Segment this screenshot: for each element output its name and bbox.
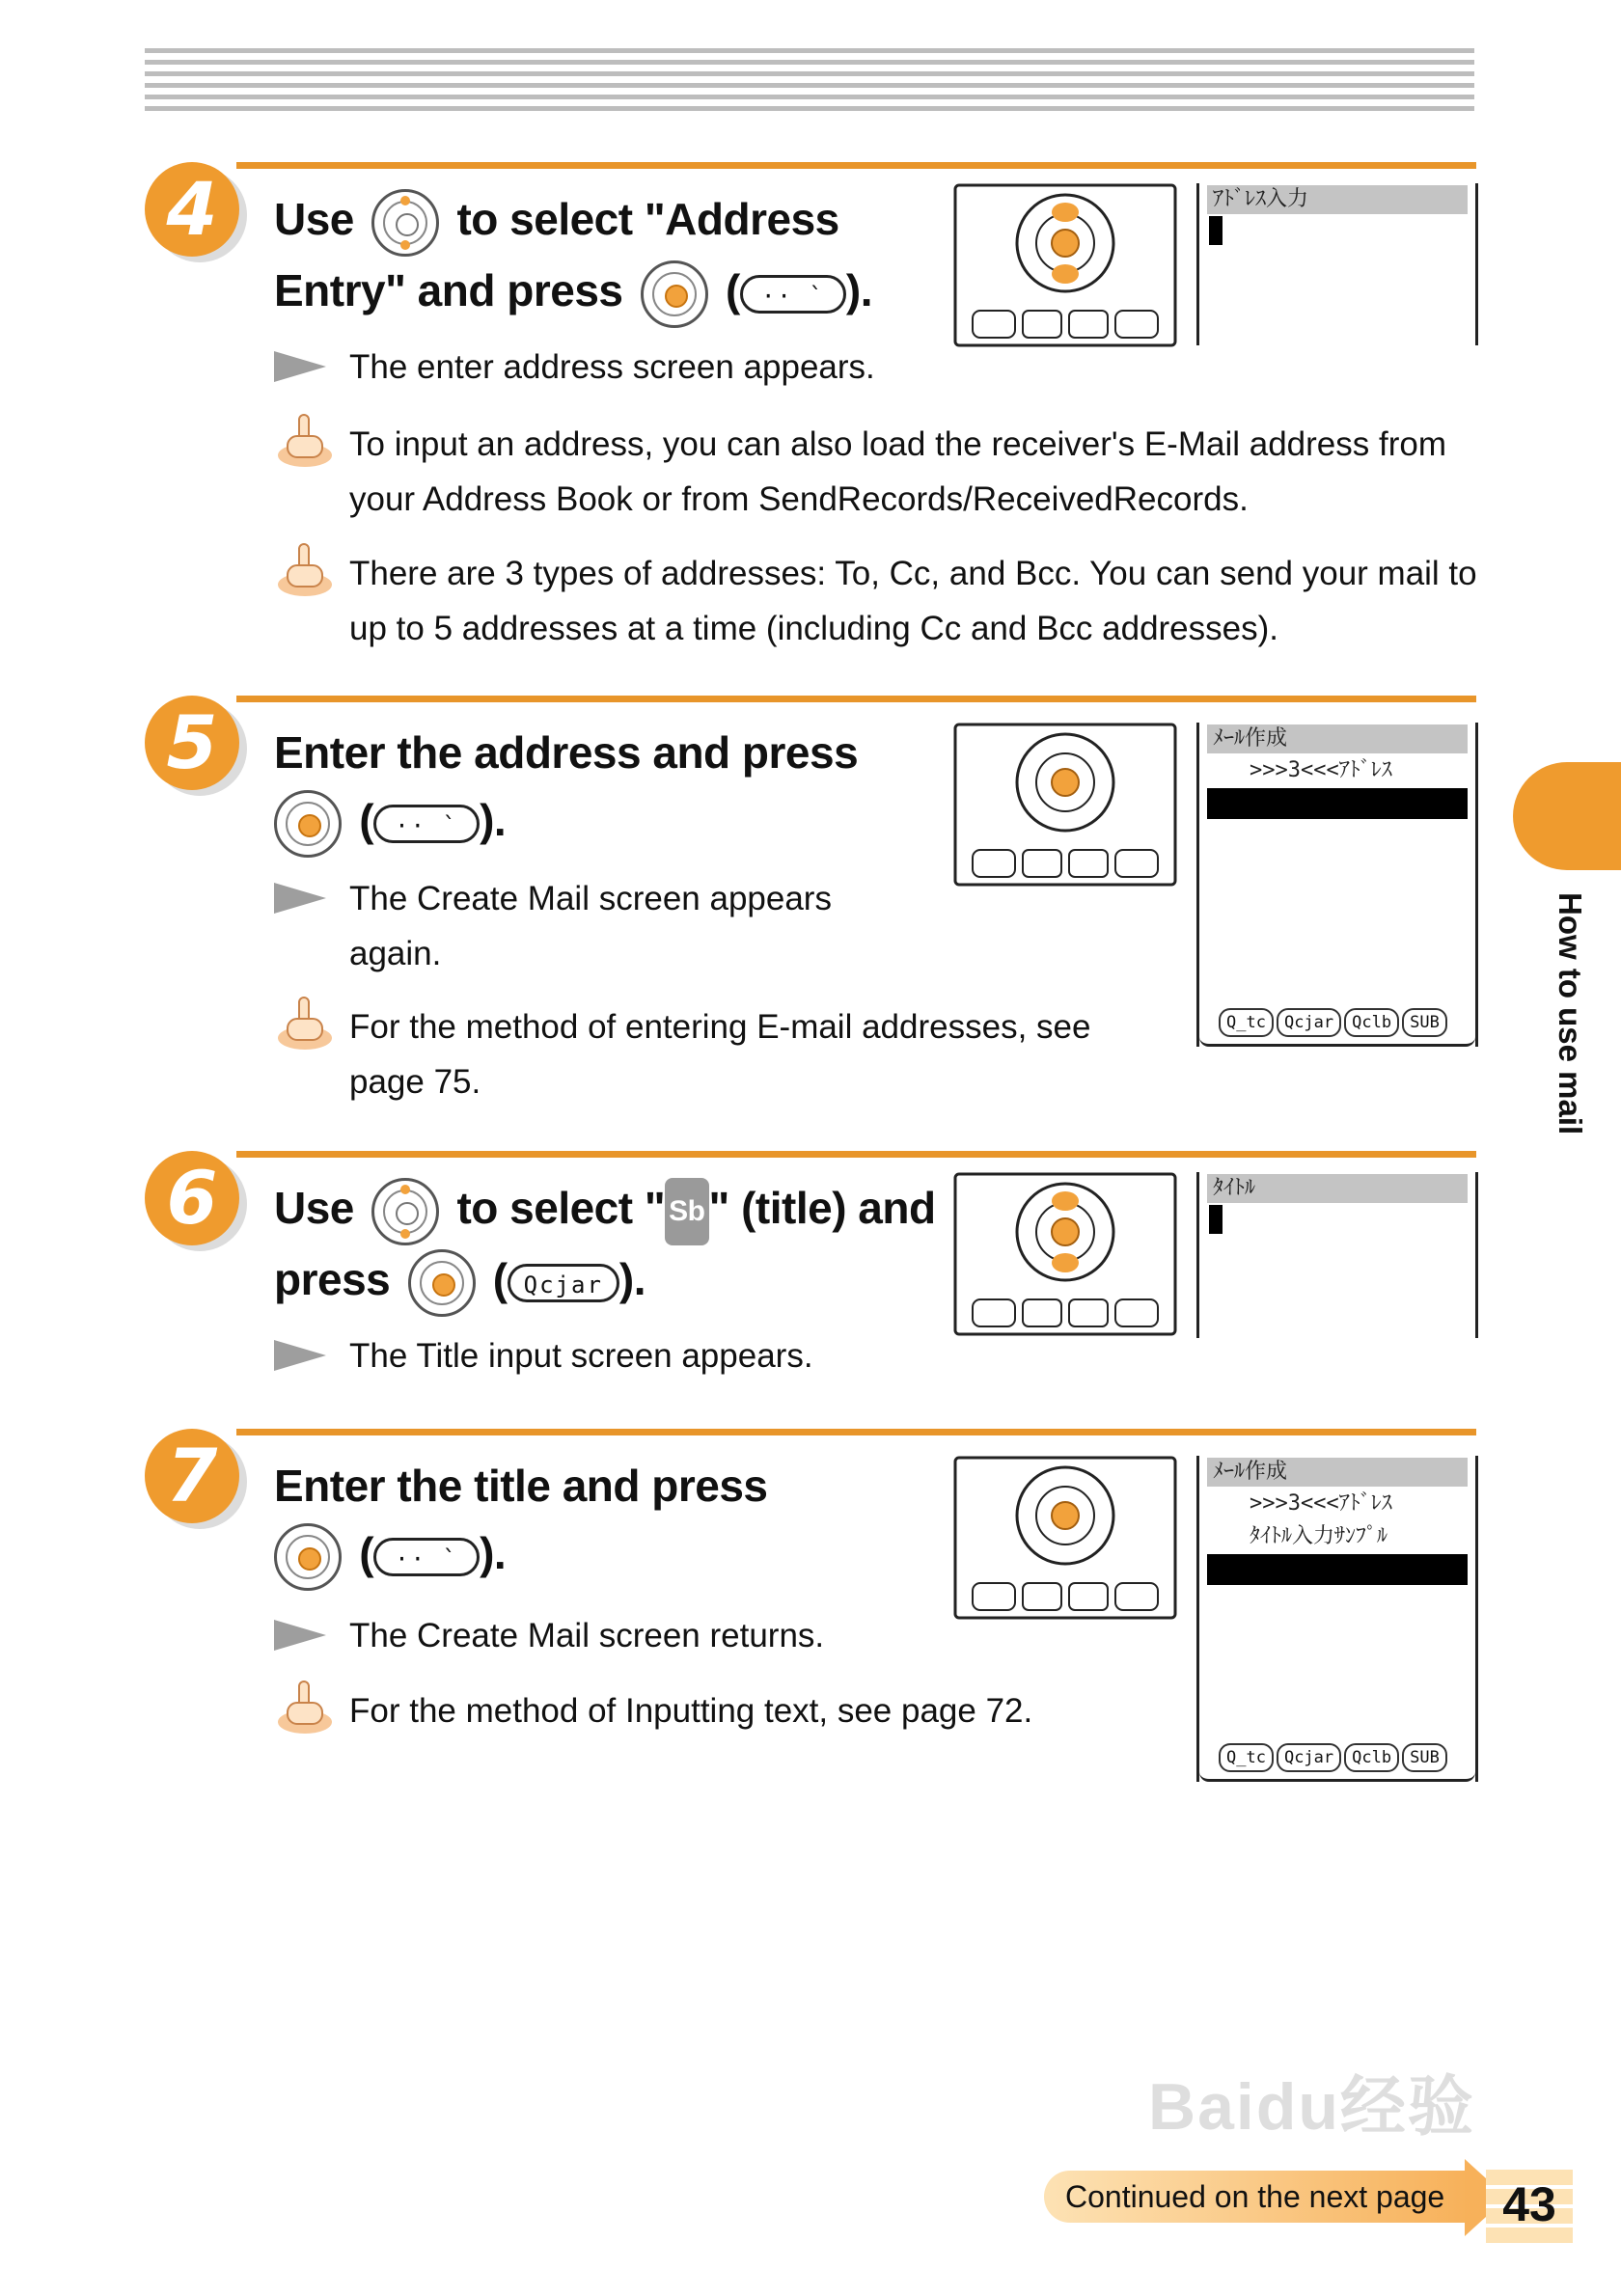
hand-pointer-icon	[274, 411, 336, 473]
keypad-illustration	[953, 183, 1177, 347]
softkey-icon: ·· `	[373, 1538, 480, 1576]
phone-screen	[1196, 1456, 1478, 1782]
step-number: 6	[145, 1151, 239, 1245]
header-stripes	[145, 48, 1474, 118]
result-arrow-icon	[274, 1340, 326, 1371]
screen-row-attach	[1207, 821, 1468, 852]
side-label	[1550, 892, 1598, 1182]
screen-softkey: Qcjar	[1277, 1743, 1341, 1772]
bullet-text: again.	[349, 935, 442, 972]
title-text: Entry" and press	[274, 264, 623, 315]
bullet-text: For the method of entering E-mail addresses, see	[349, 1008, 1091, 1046]
screen-row-address: >>>3<<<ｱﾄﾞﾚｽ	[1250, 1491, 1392, 1516]
screen-frame-bottom	[1199, 1028, 1475, 1047]
center-key-icon	[274, 1523, 342, 1591]
screen-title-bar: ﾀｲﾄﾙ	[1207, 1174, 1468, 1203]
title-text: " (title) and	[708, 1183, 936, 1233]
screen-row-title: ﾀｲﾄﾙ入力ｻﾝﾌﾟﾙ	[1250, 1524, 1388, 1548]
bullet-text: To input an address, you can also load the receiver's E-Mail address from	[349, 425, 1446, 463]
result-arrow-icon	[274, 883, 326, 914]
bullet-text: There are 3 types of addresses: To, Cc, and Bcc. You can send your mail to	[349, 555, 1477, 592]
softkey-icon: ·· `	[373, 805, 480, 843]
screen-softkey: Qcjar	[1277, 1008, 1341, 1037]
keypad-illustration	[953, 1456, 1177, 1620]
step-number: 7	[145, 1429, 239, 1523]
result-arrow-icon	[274, 1620, 326, 1651]
bullet-text: up to 5 addresses at a time (including Cc and Bcc addresses).	[349, 610, 1278, 647]
screen-softkey: Q_tc	[1219, 1008, 1274, 1037]
screen-softkey: Q_tc	[1219, 1743, 1274, 1772]
screen-title-bar: ﾒｰﾙ作成	[1207, 724, 1468, 753]
screen-softkey: Qclb	[1344, 1008, 1399, 1037]
step-rule	[236, 1429, 1476, 1435]
result-arrow-icon	[274, 351, 326, 382]
bullet-text: your Address Book or from SendRecords/ReceivedRecords.	[349, 480, 1249, 518]
title-text: Use	[274, 1183, 354, 1233]
step-title: Use to select " Sb" (title) and press ( Qcjar ).	[274, 1174, 936, 1317]
screen-softkey: SUB	[1402, 1743, 1447, 1772]
softkey-icon: ·· `	[740, 275, 846, 314]
title-text: to select "Address	[456, 194, 839, 244]
up-down-key-icon	[371, 1178, 439, 1245]
hand-pointer-icon	[274, 994, 336, 1055]
bullet-text: The Title input screen appears.	[349, 1337, 813, 1375]
title-text: Enter the address and press	[274, 727, 859, 778]
up-down-key-icon	[371, 189, 439, 257]
screen-row-attach	[1207, 1554, 1468, 1585]
center-key-icon	[641, 260, 708, 328]
softkey-icon: Qcjar	[508, 1264, 619, 1302]
center-key-icon	[408, 1249, 476, 1317]
step-rule	[236, 696, 1476, 702]
screen-row-title	[1207, 788, 1468, 819]
phone-screen	[1196, 723, 1478, 1047]
title-text: Enter the title and press	[274, 1461, 768, 1511]
step-number: 4	[145, 162, 239, 257]
phone-screen	[1196, 1172, 1478, 1338]
step-rule	[236, 1151, 1476, 1158]
hand-pointer-icon	[274, 1678, 336, 1739]
step-title: Use to select "Address Entry" and press ( ·· ` ).	[274, 185, 872, 328]
keypad-illustration	[953, 1172, 1177, 1336]
step-rule	[236, 162, 1476, 169]
text-cursor	[1209, 1205, 1223, 1234]
center-key-icon	[274, 790, 342, 858]
page-number: 43	[1486, 2166, 1573, 2243]
bullet-text: The Create Mail screen returns.	[349, 1617, 825, 1654]
phone-screen	[1196, 183, 1478, 345]
screen-frame-bottom	[1199, 1763, 1475, 1782]
screen-softkey: SUB	[1402, 1008, 1447, 1037]
side-tab	[1513, 762, 1621, 870]
screen-row-address: >>>3<<<ｱﾄﾞﾚｽ	[1250, 758, 1392, 782]
step-number: 5	[145, 696, 239, 790]
continued-banner: Continued on the next page	[1044, 2171, 1469, 2223]
title-text: Use	[274, 194, 354, 244]
step-title: Enter the title and press ( ·· ` ).	[274, 1452, 768, 1591]
screen-row-body	[1207, 1587, 1468, 1618]
screen-softkey: Qclb	[1344, 1743, 1399, 1772]
side-label-text: How to use mail	[1552, 892, 1588, 1135]
bullet-text: The enter address screen appears.	[349, 348, 875, 386]
bullet-text: page 75.	[349, 1063, 481, 1101]
watermark-text: Baidu经验	[1148, 2070, 1475, 2144]
screen-title-bar: ｱﾄﾞﾚｽ入力	[1207, 185, 1468, 214]
bullet-text: For the method of Inputting text, see page 72.	[349, 1692, 1033, 1730]
bullet-text: The Create Mail screen appears	[349, 880, 832, 917]
screen-row-body	[1207, 854, 1468, 885]
title-icon: Sb	[665, 1178, 708, 1245]
title-text: press	[274, 1253, 391, 1304]
text-cursor	[1209, 216, 1223, 245]
hand-pointer-icon	[274, 540, 336, 602]
step-title: Enter the address and press ( ·· ` ).	[274, 719, 858, 858]
screen-title-bar: ﾒｰﾙ作成	[1207, 1458, 1468, 1487]
keypad-illustration	[953, 723, 1177, 887]
title-text: to select "	[456, 1183, 666, 1233]
